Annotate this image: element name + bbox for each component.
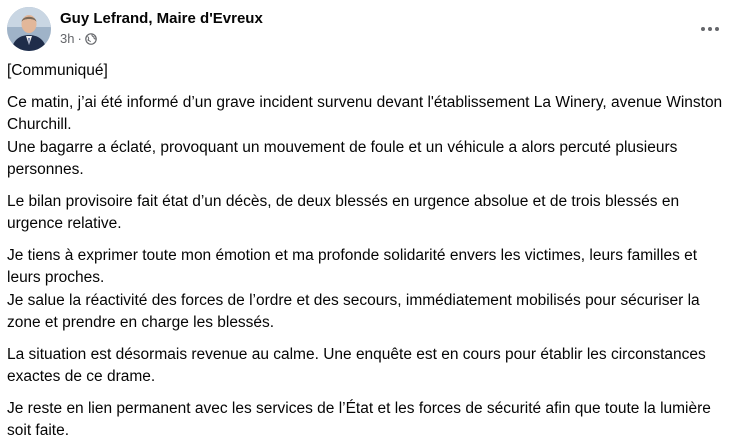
paragraph-lien: Je reste en lien permanent avec les services de l’État et les forces de sécurité afin que toute la lumière soit faite. xyxy=(7,399,711,439)
post-body xyxy=(7,60,725,439)
paragraph-communique: [Communiqué] xyxy=(7,62,108,79)
post-header xyxy=(7,7,730,53)
post-time[interactable]: 3h xyxy=(60,31,75,46)
more-options-icon xyxy=(708,27,712,31)
more-options-button[interactable] xyxy=(696,19,724,39)
avatar-image xyxy=(7,7,51,51)
meta-separator: · xyxy=(77,31,82,46)
post-meta xyxy=(60,31,97,47)
paragraph-incident: Ce matin, j’ai été informé d’un grave incident survenu devant l'établissement La Winery, avenue Winston Churchill. xyxy=(7,93,723,133)
more-options-icon xyxy=(715,27,719,31)
author-name[interactable]: Guy Lefrand, Maire d'Evreux xyxy=(60,10,263,27)
avatar[interactable] xyxy=(7,7,51,51)
paragraph-bilan: Le bilan provisoire fait état d’un décès, de deux blessés en urgence absolue et de trois blessés en urgence relative. xyxy=(7,192,680,232)
globe-icon[interactable] xyxy=(85,33,97,45)
paragraph-situation: La situation est désormais revenue au calme. Une enquête est en cours pour établir les circonstances exactes de ce drame. xyxy=(7,345,706,385)
more-options-icon xyxy=(701,27,705,31)
paragraph-emotion: Je tiens à exprimer toute mon émotion et ma profonde solidarité envers les victimes, leurs familles et leurs proches. xyxy=(7,246,698,286)
paragraph-reactivite: Je salue la réactivité des forces de l’ordre et des secours, immédiatement mobilisés pour sécuriser la zone et prendre en charge les blessés. xyxy=(7,291,700,331)
paragraph-bagarre: Une bagarre a éclaté, provoquant un mouvement de foule et un véhicule a alors percuté plusieurs personnes. xyxy=(7,138,678,178)
